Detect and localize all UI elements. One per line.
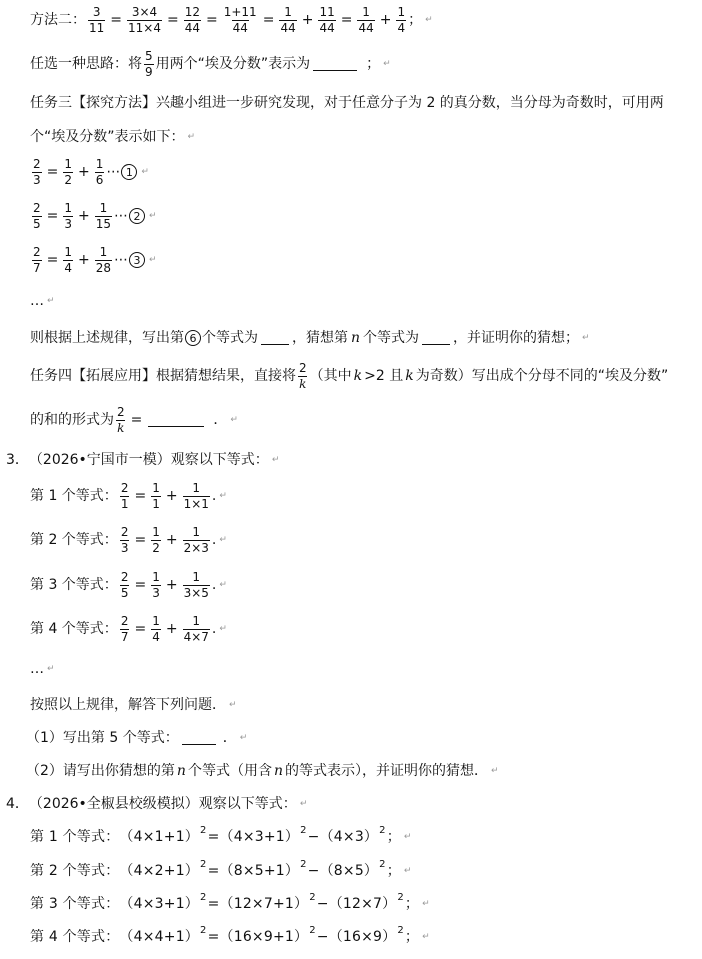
circled-number: 1 [121,164,137,180]
circled-number: 6 [185,330,201,346]
fraction: $\frac{11}{44}$ [319,5,335,35]
task3-line1: 任务三【探究方法】兴趣小组进一步研究发现，对于任意分子为 2 的真分数，当分母为奇数时，可用两 [30,95,664,111]
circled-number: 2 [129,208,145,224]
ellipsis: … ↵ [30,661,55,677]
q4-eq-3: 第 3 个等式： （4×3+1） 2 =（12×7+1） 2 −（12×7） 2 ； ↵ [30,892,430,912]
question-3-stem: 3． （2026•宁国市一模）观察以下等式： ↵ [6,452,280,468]
paragraph-mark: ↵ [425,14,433,25]
q4-eq-1: 第 1 个等式： （4×1+1） 2 =（4×3+1） 2 −（4×3） 2 ； ↵ [30,825,412,845]
answer-blank[interactable] [313,58,357,71]
fraction: $\frac{1}{44}$ [280,5,296,35]
task3-eq-3: $\frac{2}{7}$ = $\frac{1}{4}$ + $\frac{1}{28}$ ⋯ 3 ↵ [33,245,157,275]
task4-line1: 任务四【拓展应用】根据猜想结果，直接将 2 k （其中 k >2 且 k 为奇数）写出成个分母不同的“埃及分数” [30,361,669,391]
q3-eq-2: 第 2 个等式： $\frac{2}{3}$ = $\frac{1}{2}$ + $\frac{1}{2\times 3}$ . ↵ [30,525,227,555]
fraction: $\frac{3}{11}$ [89,5,105,35]
answer-blank[interactable] [261,332,289,345]
fraction: $\frac{3\times 4}{11\times 4}$ [128,5,161,35]
answer-blank[interactable] [148,414,204,427]
q4-eq-2: 第 2 个等式： （4×2+1） 2 =（8×5+1） 2 −（8×5） 2 ； ↵ [30,859,412,879]
q3-eq-1: 第 1 个等式： $\frac{2}{1}$ = $\frac{1}{1}$ + $\frac{1}{1\times 1}$ . ↵ [30,481,227,511]
task3-eq-1: $\frac{2}{3}$ = $\frac{1}{2}$ + $\frac{1}{6}$ ⋯ 1 ↵ [33,157,149,187]
ellipsis: … ↵ [30,293,55,309]
q3-part-1: （1）写出第 5 个等式： ． ↵ [26,730,248,746]
q3-eq-3: 第 3 个等式： $\frac{2}{5}$ = $\frac{1}{3}$ + $\frac{1}{3\times 5}$ . ↵ [30,570,227,600]
fraction: 5 9 [145,49,153,79]
method2-line: 方法二： $\frac{3}{11}$ = $\frac{3\times 4}{11\times 4}$ = $\frac{12}{44}$ = $\frac{1+11}{44}$ = $\frac{1}{44}$ + $\frac{11}{44}$ = $\frac{1}{44}$ + $\frac{1}{4}$ ； ↵ [30,5,433,35]
q3-eq-4: 第 4 个等式： $\frac{2}{7}$ = $\frac{1}{4}$ + $\frac{1}{4\times 7}$ . ↵ [30,614,227,644]
choose-line: 任选一种思路：将 5 9 用两个“埃及分数”表示为 ； ↵ [30,49,391,79]
task3-line2: 个“埃及分数”表示如下： ↵ [30,129,196,145]
fraction: $\frac{1}{44}$ [358,5,374,35]
fraction: $\frac{12}{44}$ [184,5,200,35]
answer-blank[interactable] [422,332,450,345]
question-4-stem: 4． （2026•全椒县校级模拟）观察以下等式： ↵ [6,796,308,812]
task3-question: 则根据上述规律，写出第 6 个等式为 ，猜想第 n 个等式为 ，并证明你的猜想； ↵ [30,330,590,346]
task3-eq-2: $\frac{2}{5}$ = $\frac{1}{3}$ + $\frac{1}{15}$ ⋯ 2 ↵ [33,201,157,231]
q4-eq-4: 第 4 个等式： （4×4+1） 2 =（16×9+1） 2 −（16×9） 2 ； ↵ [30,925,430,945]
q3-instruction: 按照以上规律，解答下列问题． ↵ [30,697,237,713]
method2-label: 方法二： [30,12,86,29]
q3-part-2: （2）请写出你猜想的第 n 个等式（用含 n 的等式表示），并证明你的猜想． ↵ [26,763,499,779]
paragraph-mark: ↵ [383,58,391,69]
answer-blank[interactable] [182,732,216,745]
fraction: $\frac{1}{4}$ [397,5,406,35]
fraction: $\frac{1+11}{44}$ [223,5,257,35]
paragraph-mark: ↵ [187,131,196,142]
task4-line2: 的和的形式为 $\frac{2}{k}$ = ． ↵ [30,405,238,435]
circled-number: 3 [129,252,145,268]
